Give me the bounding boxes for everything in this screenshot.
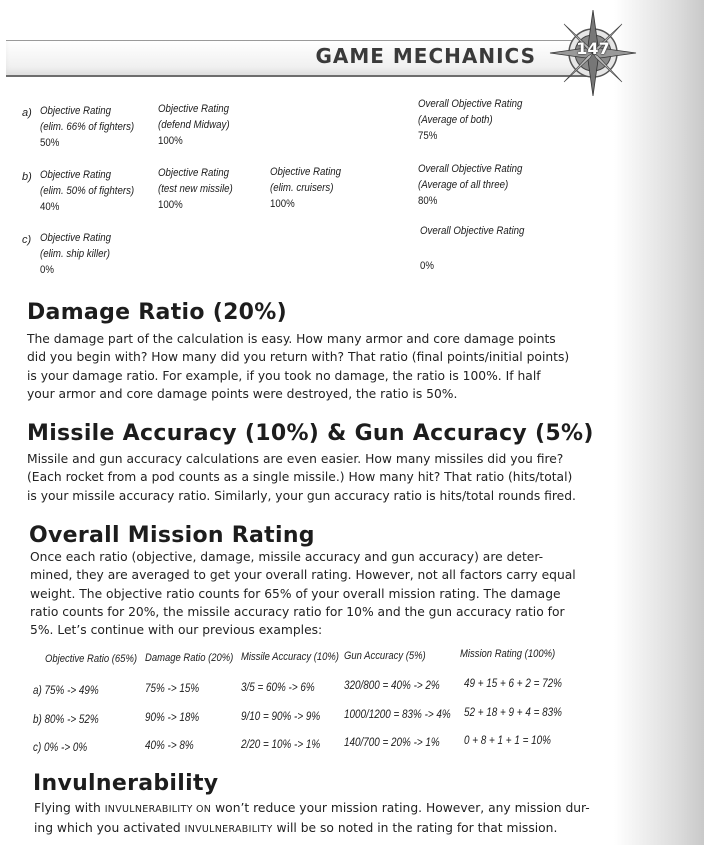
example-c-objective-1: Objective Rating (elim. ship killer) 0% xyxy=(40,232,112,276)
example-a-letter: a) xyxy=(22,107,32,119)
table-cell: 0 + 8 + 1 + 1 = 10% xyxy=(464,735,551,747)
chapter-title: GAME MECHANICS xyxy=(315,44,536,68)
page-number: 147 xyxy=(576,39,610,58)
invulnerability-heading: Invulnerability xyxy=(33,771,219,796)
invulnerability-body: Flying with INVULNERABILITY ON won’t reduce your mission rating. However, any mission dur- ing which you activated INVULNERABILITY will be so noted in the rating for that mission. xyxy=(34,801,590,836)
table-cell: 90% -> 18% xyxy=(145,712,200,724)
example-b-letter: b) xyxy=(22,171,32,183)
damage-ratio-body: The damage part of the calculation is easy. How many armor and core damage points did you begin with? How many did you return with? That ratio (final points/initial points) is your damage ratio. For example, if you took no damage, the ratio is 100%. If half your armor and core damage points were destroyed, the ratio is 50%. xyxy=(27,332,570,401)
example-c-overall-label: Overall Objective Rating xyxy=(420,225,525,237)
example-b-objective-3: Objective Rating (elim. cruisers) 100% xyxy=(270,166,342,210)
example-b-objective-1: Objective Rating (elim. 50% of fighters) 40% xyxy=(40,169,135,213)
table-header: Objective Ratio (65%) xyxy=(45,653,138,665)
example-a-overall: Overall Objective Rating (Average of both) 75% xyxy=(418,98,523,142)
table-cell: 2/20 = 10% -> 1% xyxy=(241,739,321,751)
table-header: Missile Accuracy (10%) xyxy=(241,651,339,663)
table-cell: 3/5 = 60% -> 6% xyxy=(241,682,315,694)
accuracy-heading: Missile Accuracy (10%) & Gun Accuracy (5%) xyxy=(27,421,594,446)
overall-rating-body: Once each ratio (objective, damage, missile accuracy and gun accuracy) are deter- mined, they are averaged to get your overall rating. However, not all factors carry equal weight. The objective ratio counts for 65% of your overall mission rating. The damage ratio counts for 20%, the missile accuracy ratio for 10% and the gun accuracy ratio for 5%. Let’s continue with our previous examples: xyxy=(30,550,576,638)
table-cell: b) 80% -> 52% xyxy=(33,714,99,726)
table-cell: 75% -> 15% xyxy=(145,683,200,695)
table-header: Damage Ratio (20%) xyxy=(145,652,234,664)
table-cell: c) 0% -> 0% xyxy=(33,742,88,754)
example-a-objective-2: Objective Rating (defend Midway) 100% xyxy=(158,103,230,147)
example-a-objective-1: Objective Rating (elim. 66% of fighters) 50% xyxy=(40,105,135,149)
table-cell: a) 75% -> 49% xyxy=(33,685,99,697)
table-cell: 9/10 = 90% -> 9% xyxy=(241,711,321,723)
table-header: Gun Accuracy (5%) xyxy=(344,650,426,662)
table-cell: 140/700 = 20% -> 1% xyxy=(344,737,440,749)
table-cell: 40% -> 8% xyxy=(145,740,194,752)
table-cell: 320/800 = 40% -> 2% xyxy=(344,680,440,692)
table-header: Mission Rating (100%) xyxy=(460,648,556,660)
overall-rating-heading: Overall Mission Rating xyxy=(29,523,315,548)
example-b-overall: Overall Objective Rating (Average of all three) 80% xyxy=(418,163,523,207)
example-c-letter: c) xyxy=(22,234,32,246)
example-b-objective-2: Objective Rating (test new missile) 100% xyxy=(158,167,233,211)
table-cell: 1000/1200 = 83% -> 4% xyxy=(344,709,451,721)
table-cell: 52 + 18 + 9 + 4 = 83% xyxy=(464,707,562,719)
damage-ratio-heading: Damage Ratio (20%) xyxy=(27,300,287,325)
page-edge-shadow xyxy=(614,0,704,845)
accuracy-body: Missile and gun accuracy calculations are even easier. How many missiles did you fire? (Each rocket from a pod counts as a single missile.) How many hit? That ratio (hits/total) is your missile accuracy ratio. Similarly, your gun accuracy ratio is hits/total rounds fired. xyxy=(27,452,576,503)
table-cell: 49 + 15 + 6 + 2 = 72% xyxy=(464,678,562,690)
example-c-overall-value: 0% xyxy=(420,260,434,272)
